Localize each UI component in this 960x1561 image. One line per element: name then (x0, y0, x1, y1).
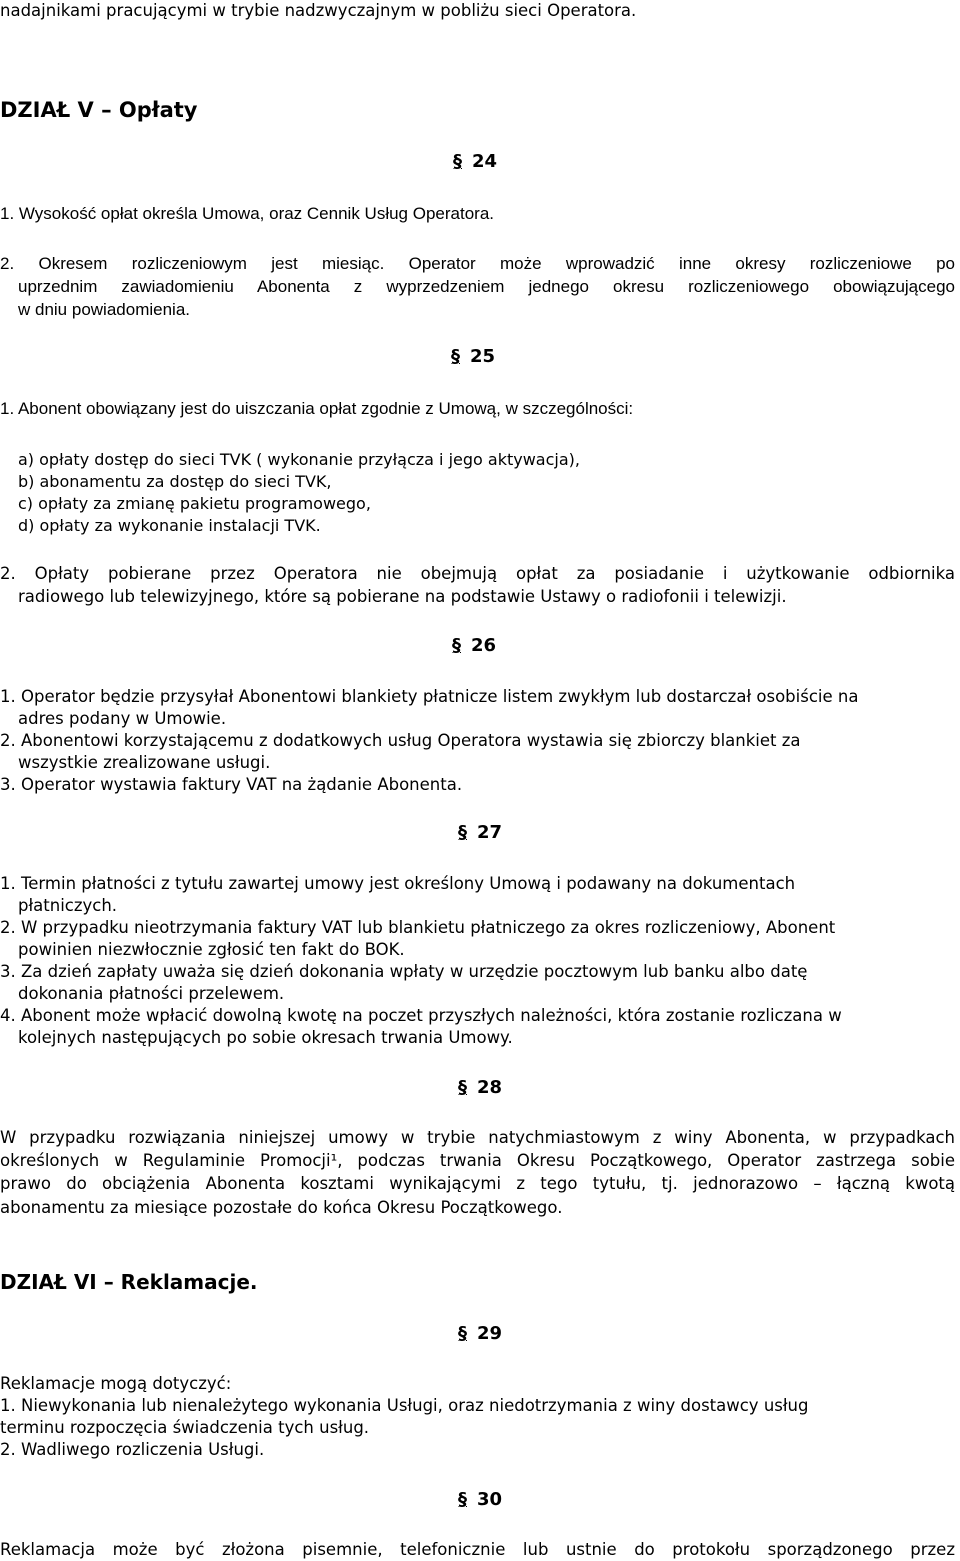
section-number: 25 (470, 346, 496, 367)
section-number: 30 (477, 1489, 503, 1510)
section-heading-25 (451, 346, 495, 367)
section-number: 24 (472, 151, 498, 172)
section-heading-29 (458, 1323, 502, 1344)
paragraph-line: radiowego lub telewizyjnego, które są pobierane na podstawie Ustawy o radiofonii i telewizji. (18, 587, 787, 606)
paragraph-line: 1. Operator będzie przysyłał Abonentowi blankiety płatnicze listem zwykłym lub dostarczał osobiście na (0, 687, 859, 706)
paragraph-line: Reklamacja może być złożona pisemnie, telefonicznie lub ustnie do protokołu sporządzonego przez (0, 1540, 955, 1559)
section-number: 28 (477, 1077, 503, 1098)
section-sign-icon: § (452, 635, 461, 656)
section-heading-27 (458, 822, 502, 843)
paragraph-line: określonych w Regulaminie Promocji¹, podczas trwania Okresu Początkowego, Operator zastrzega sobie (0, 1151, 955, 1170)
paragraph-line: 1. Niewykonania lub nienależytego wykonania Usługi, oraz niedotrzymania z winy dostawcy usług (0, 1396, 809, 1415)
paragraph-line: abonamentu za miesiące pozostałe do końca Okresu Początkowego. (0, 1198, 563, 1217)
section-sign-icon: § (458, 1077, 467, 1098)
paragraph-line: nadajnikami pracującymi w trybie nadzwyczajnym w pobliżu sieci Operatora. (0, 1, 637, 20)
paragraph-line: 3. Za dzień zapłaty uważa się dzień dokonania wpłaty w urzędzie pocztowym lub banku albo datę (0, 962, 808, 981)
list-item: d) opłaty za wykonanie instalacji TVK. (18, 516, 321, 535)
section-heading-24 (453, 151, 497, 172)
paragraph-line: uprzednim zawiadomieniu Abonenta z wyprzedzeniem jednego okresu rozliczeniowego obowiązującego (18, 277, 955, 296)
paragraph-line: Reklamacje mogą dotyczyć: (0, 1374, 232, 1393)
paragraph-line: powinien niezwłocznie zgłosić ten fakt do BOK. (18, 940, 405, 959)
paragraph-line: 1. Termin płatności z tytułu zawartej umowy jest określony Umową i podawany na dokumentach (0, 874, 796, 893)
list-item: c) opłaty za zmianę pakietu programowego, (18, 494, 371, 513)
paragraph-line: terminu rozpoczęcia świadczenia tych usług. (0, 1418, 370, 1437)
section-heading-28 (458, 1077, 502, 1098)
paragraph-line: 1. Abonent obowiązany jest do uiszczania opłat zgodnie z Umową, w szczególności: (0, 399, 634, 418)
paragraph-line: 1. Wysokość opłat określa Umowa, oraz Cennik Usług Operatora. (0, 204, 494, 223)
chapter-heading-dzial-vi: DZIAŁ VI – Reklamacje. (0, 1270, 258, 1294)
paragraph-line: 2. W przypadku nieotrzymania faktury VAT lub blankietu płatniczego za okres rozliczeniowy, Abonent (0, 918, 836, 937)
paragraph-line: 3. Operator wystawia faktury VAT na żądanie Abonenta. (0, 775, 463, 794)
paragraph-line: 2. Okresem rozliczeniowym jest miesiąc. Operator może wprowadzić inne okresy rozliczeniowe po (0, 254, 955, 273)
paragraph-line: dokonania płatności przelewem. (18, 984, 285, 1003)
section-sign-icon: § (458, 1323, 467, 1344)
section-heading-30 (458, 1489, 502, 1510)
section-sign-icon: § (458, 822, 467, 843)
section-sign-icon: § (458, 1489, 467, 1510)
paragraph-line: kolejnych następujących po sobie okresach trwania Umowy. (18, 1028, 513, 1047)
paragraph-line: 2. Abonentowi korzystającemu z dodatkowych usług Operatora wystawia się zbiorczy blankiet za (0, 731, 801, 750)
section-sign-icon: § (451, 346, 460, 367)
paragraph-line: 2. Opłaty pobierane przez Operatora nie obejmują opłat za posiadanie i użytkowanie odbiornika (0, 564, 955, 583)
list-item: a) opłaty dostęp do sieci TVK ( wykonanie przyłącza i jego aktywacja), (18, 450, 580, 469)
paragraph-line: wszystkie zrealizowane usługi. (18, 753, 271, 772)
section-number: 27 (477, 822, 503, 843)
paragraph-line: płatniczych. (18, 896, 118, 915)
paragraph-line: W przypadku rozwiązania niniejszej umowy w trybie natychmiastowym z winy Abonenta, w przypadkach (0, 1128, 955, 1147)
section-sign-icon: § (453, 151, 462, 172)
paragraph-line: 2. Wadliwego rozliczenia Usługi. (0, 1440, 265, 1459)
list-item: b) abonamentu za dostęp do sieci TVK, (18, 472, 332, 491)
chapter-heading-dzial-v: DZIAŁ V – Opłaty (0, 98, 198, 122)
section-heading-26 (452, 635, 496, 656)
section-number: 26 (471, 635, 497, 656)
section-number: 29 (477, 1323, 503, 1344)
paragraph-line: prawo do obciążenia Abonenta kosztami wynikającymi z tego tytułu, tj. jednorazowo – łączną kwotą (0, 1174, 955, 1193)
paragraph-line: 4. Abonent może wpłacić dowolną kwotę na poczet przyszłych należności, która zostanie rozliczana w (0, 1006, 842, 1025)
paragraph-line: adres podany w Umowie. (18, 709, 227, 728)
paragraph-line: w dniu powiadomienia. (18, 300, 190, 319)
